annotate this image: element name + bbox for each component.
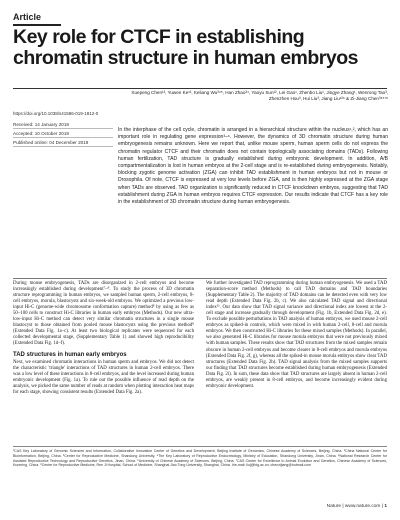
section-paragraph: Next, we examined chromatin interactions in human sperm and embryos. We did not detect the characteristic 'triangle' interactions of TAD structures in human 2-cell embryos. There was a low level of these interactions in 8-cell embryos, and the level increased during human embryonic development (Fig. 1a). To rule out the possible influence of read depth on the analysis, we picked the same number of reads at random when plotting interaction heat maps for each stage, showing consistent results (Extended Data Fig. 2a). xyxy=(13,359,194,395)
abstract: In the interphase of the cell cycle, chromatin is arranged in a hierarchical structure within the nucleus¹,², which has an important role in regulating gene expression³–⁶. However, the dynamics of 3D chromatin structure during human embryogenesis remains unknown. Here we report that, unlike mouse sperm, human sperm cells do not express the chromatin regulator CTCF and their chromatin does not contain topologically associating domains (TADs). Following human fertilization, TAD structure is gradually established during embryonic development. In addition, A/B compartmentalization is lost in human embryos at the 2-cell stage and is re-established during embryogenesis. Notably, blocking zygotic genome activation (ZGA) can inhibit TAD establishment in human embryos but not in mouse or Drosophila. Of note, CTCF is expressed at very low levels before ZGA, and is then highly expressed at the ZGA stage when TADs are observed. TAD organization is significantly reduced in CTCF knockdown embryos, suggesting that TAD establishment during ZGA in human embryos requires CTCF expression. Our results indicate that CTCF has a key role in the establishment of 3D chromatin structure during human embryogenesis. xyxy=(118,127,388,206)
right-paragraph: We further investigated TAD reprogramming during human embryogenesis. We used a TAD separation-score method (Methods) to call TAD domains and TAD boundaries (Supplementary Table 2). The majority of TAD domains can be detected even with very low read depth (Extended Data Fig. 2b, c). We also calculated TAD signal and directional index¹¹. Our data show that TAD signal variance and directional index are lowest at the 2-cell stage and increase gradually through development (Fig. 1b, Extended Data Fig. 2d, e). To exclude possible perturbations in TAD analysis of human embryos, we used mouse 2-cell embryos as spiked-in controls, which were mixed in with human 2-cell, 8-cell and morula embryos. We then constructed Hi-C libraries for these mixed samples (Methods). In parallel, we also generated Hi-C libraries for mouse morula embryos that were not previously mixed with human samples. These results show that TAD structures from the mixed samples remain obscure in human 2-cell embryos and become clearer in 8-cell embryos and morula embryos (Extended Data Fig. 2f, g), whereas all the spiked-in mouse morula embryos show clear TAD structures (Extended Data Fig. 2h). TAD signal analysis from the mixed samples supports our finding that TAD structures become established during human embryogenesis (Extended Data Fig. 2i). In sum, these data show that TAD structures are largely absent in human 2-cell embryos, are weakly present in 8-cell embryos, and become increasingly evident during embryonic development. xyxy=(206,281,387,389)
accepted-date: Accepted: 10 October 2019 xyxy=(13,129,113,138)
footer-site[interactable]: Nature | www.nature.com xyxy=(326,504,381,509)
received-date: Received: 14 January 2019 xyxy=(13,120,113,129)
publication-dates xyxy=(13,120,113,147)
affiliations-rule xyxy=(13,446,387,447)
body-column-left xyxy=(13,281,194,396)
meta-divider xyxy=(13,88,387,89)
intro-paragraph: During mouse embryogenesis, TADs are disorganized in 2-cell embryos and become increasingly established during development⁷–⁹. To study the process of 3D chromatin structure reprogramming in human embryos, we sampled human sperm, 2-cell embryos, 8-cell embryos, morula, blastocysts and six-week-old embryos. We optimized a previous low-input Hi-C (genome-wide chromosome conformation capture) method⁸ by using as few as 50–100 cells to construct Hi-C libraries in human early embryos (Methods). Our new ultra-low-input Hi-C method can detect very similar chromatin structures in a single mouse blastocyst to those obtained from pooled mouse blastocysts using the previous method⁸ (Extended Data Fig. 1a–c). At least two biological replicates were sequenced for each collected developmental stage, (Supplementary Table 1) and showed high reproducibility (Extended Data Fig. 1d–f). xyxy=(13,281,194,347)
published-date: Published online: 04 December 2019 xyxy=(13,138,113,147)
author-list: Xuepeng Chen¹², Yuwen Ke¹², Keliang Wu³⁴⁵, Han Zhao³⁴, Yaoyu Sun¹², Lei Gao¹, Zhenbo Liu¹, Jingye Zhang¹, Wenrong Tao³, Zhenzhen Hou³, Hui Liu³, Jiang Liu¹²⁶ & Zi-Jiang Chen³⁴⁵⁷⁸ xyxy=(131,90,388,101)
article-title: Key role for CTCF in establishing chromatin structure in human embryos xyxy=(13,26,358,69)
page-number: 1 xyxy=(384,504,387,509)
body-column-right xyxy=(206,281,387,390)
affiliations: ¹CAS Key Laboratory of Genomic Sciences and Information, Collaborative Innovation Center of Genetics and Development, Beijing Institute of Genomics, Chinese Academy of Sciences, Beijing, China. ²China National Center for Bioinformation, Beijing, China. ³Center for Reproductive Medicine, Shandong University, ⁴The Key Laboratory of Reproductive Endocrinology, Ministry of Education, Shandong University, Jinan, China. ⁵National Research Center for Assisted Reproductive Technology and Reproductive Genetics, Jinan, China. ⁶University of Chinese Academy of Sciences, Beijing, China. ⁷CAS Center for Excellence in Animal Evolution and Genetics, Chinese Academy of Sciences, Kunming, China. ⁸Center for Reproductive Medicine, Ren Ji Hospital, School of Medicine, Shanghai Jiao Tong University, Shanghai, China. ✉e-mail: liuj@big.ac.cn; chenzijiang@hotmail.com xyxy=(13,449,387,468)
section-heading: TAD structures in human early embryos xyxy=(13,351,127,358)
body-rule xyxy=(13,278,387,279)
article-type-label: Article xyxy=(13,12,42,22)
footer-journal: Nature | www.nature.com | 1 xyxy=(326,504,387,509)
doi-link[interactable]: https://doi.org/10.1038/s41586-019-1812-0 xyxy=(13,111,99,116)
